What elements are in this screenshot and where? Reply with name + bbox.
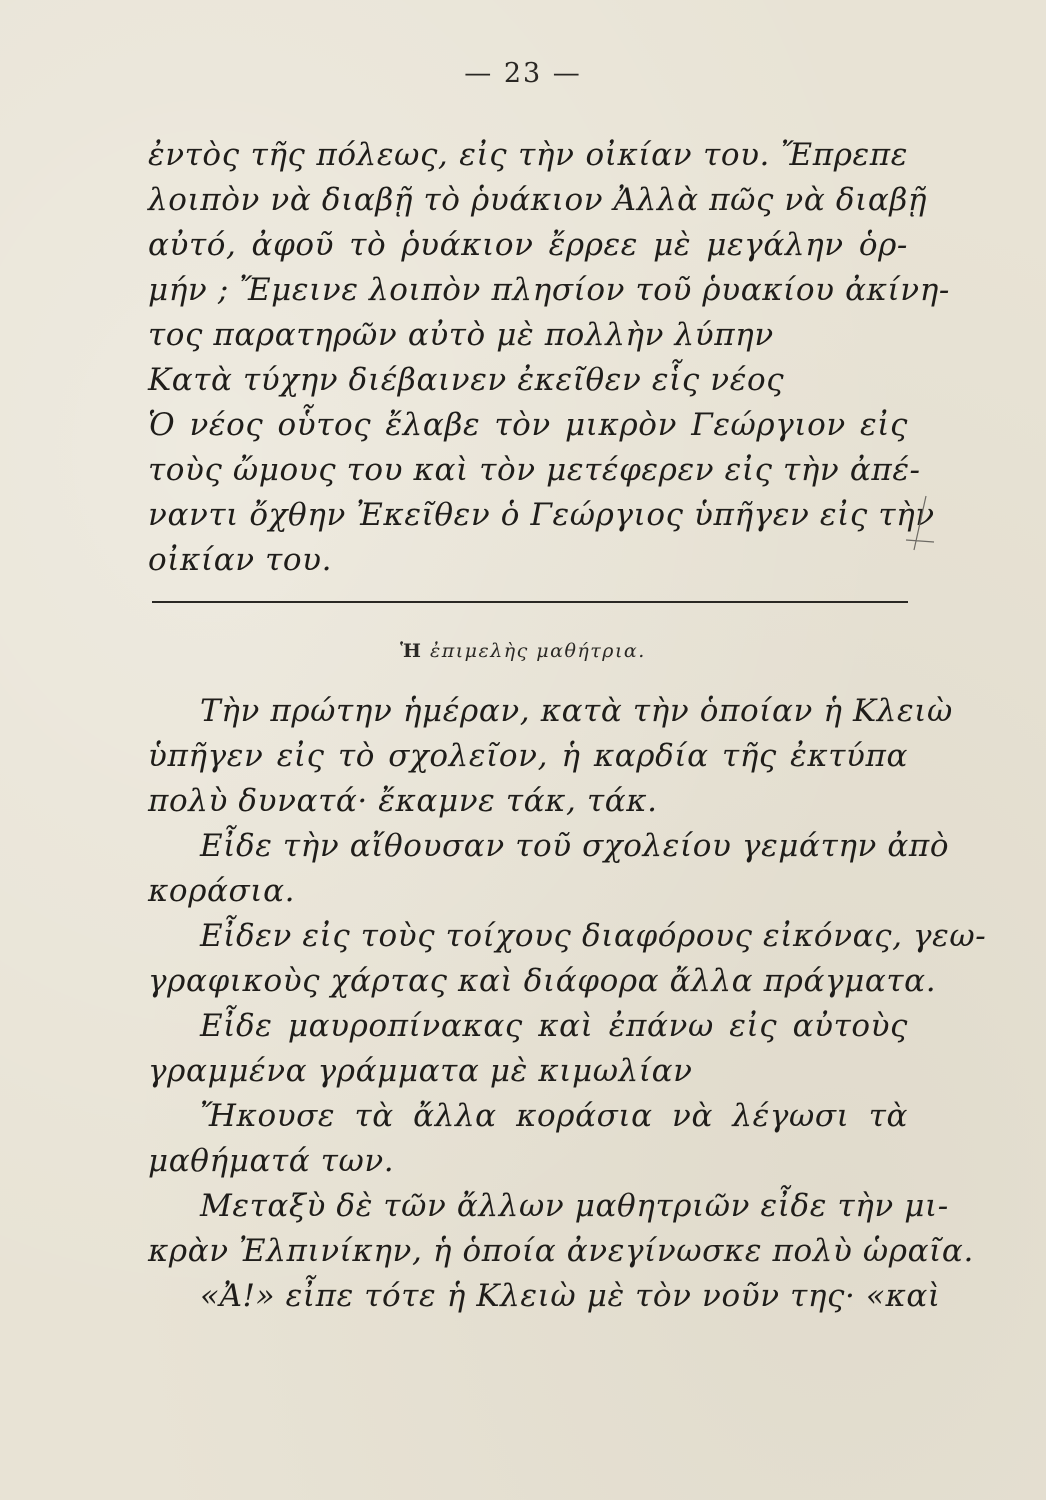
text-line: Τὴν πρώτην ἡμέραν, κατὰ τὴν ὁποίαν ἡ Κλειὼ xyxy=(200,693,953,729)
section-heading xyxy=(0,640,1046,662)
text-line: ἐντὸς τῆς πόλεως, εἰς τὴν οἰκίαν του. Ἔπρεπε xyxy=(148,137,908,173)
text-line: μαθήματά των. xyxy=(148,1143,395,1179)
section-2-text xyxy=(148,688,987,1338)
text-line: τοὺς ὤμους του καὶ τὸν μετέφερεν εἰς τὴν ἀπέ- xyxy=(148,452,921,488)
heading-title: ἐπιμελὴς μαθήτρια. xyxy=(430,640,646,662)
section-1-text xyxy=(148,132,950,582)
text-line: τος παρατηρῶν αὐτὸ μὲ πολλὴν λύπην xyxy=(148,317,774,353)
text-line: κρὰν Ἐλπινίκην, ἡ ὁποία ἀνεγίνωσκε πολὺ ὡραῖα. xyxy=(148,1233,974,1269)
text-line: ὑπῆγεν εἰς τὸ σχολεῖον, ἡ καρδία τῆς ἐκτύπα xyxy=(148,738,908,774)
text-line: Ὁ νέος οὗτος ἔλαβε τὸν μικρὸν Γεώργιον εἰς xyxy=(148,407,908,443)
page-number: — 23 — xyxy=(464,58,582,89)
text-line: κοράσια. xyxy=(148,873,296,909)
text-line: γραφικοὺς χάρτας καὶ διάφορα ἄλλα πράγματα. xyxy=(148,963,937,999)
heading-article: Ἡ xyxy=(400,640,423,662)
text-line: Κατὰ τύχην διέβαινεν ἐκεῖθεν εἷς νέος xyxy=(148,362,785,398)
text-line: Ἤκουσε τὰ ἄλλα κοράσια νὰ λέγωσι τὰ xyxy=(200,1098,908,1134)
text-line: Μεταξὺ δὲ τῶν ἄλλων μαθητριῶν εἶδε τὴν μι- xyxy=(200,1188,949,1224)
text-line: ναντι ὄχθην Ἐκεῖθεν ὁ Γεώργιος ὑπῆγεν εἰς τὴν xyxy=(148,497,935,533)
text-line: οἰκίαν του. xyxy=(148,542,333,578)
section-divider xyxy=(152,601,908,603)
text-line: Εἶδε μαυροπίνακας καὶ ἐπάνω εἰς αὐτοὺς xyxy=(200,1008,908,1044)
text-line: γραμμένα γράμματα μὲ κιμωλίαν xyxy=(148,1053,693,1089)
text-line: αὐτό, ἀφοῦ τὸ ῥυάκιον ἔρρεε μὲ μεγάλην ὁρ- xyxy=(148,227,908,263)
pencil-mark xyxy=(896,492,936,572)
text-line: Εἶδεν εἰς τοὺς τοίχους διαφόρους εἰκόνας, γεω- xyxy=(200,918,987,954)
text-line: Εἶδε τὴν αἴθουσαν τοῦ σχολείου γεμάτην ἀπὸ xyxy=(200,828,950,864)
text-line: λοιπὸν νὰ διαβῇ τὸ ῥυάκιον Ἀλλὰ πῶς νὰ διαβῇ xyxy=(148,182,928,218)
text-line: μήν ; Ἔμεινε λοιπὸν πλησίον τοῦ ῥυακίου ἀκίνη- xyxy=(148,272,950,308)
text-line: «Ἀ!» εἶπε τότε ἡ Κλειὼ μὲ τὸν νοῦν της· «καὶ xyxy=(200,1278,941,1314)
text-line: πολὺ δυνατά· ἔκαμνε τάκ, τάκ. xyxy=(148,783,658,819)
